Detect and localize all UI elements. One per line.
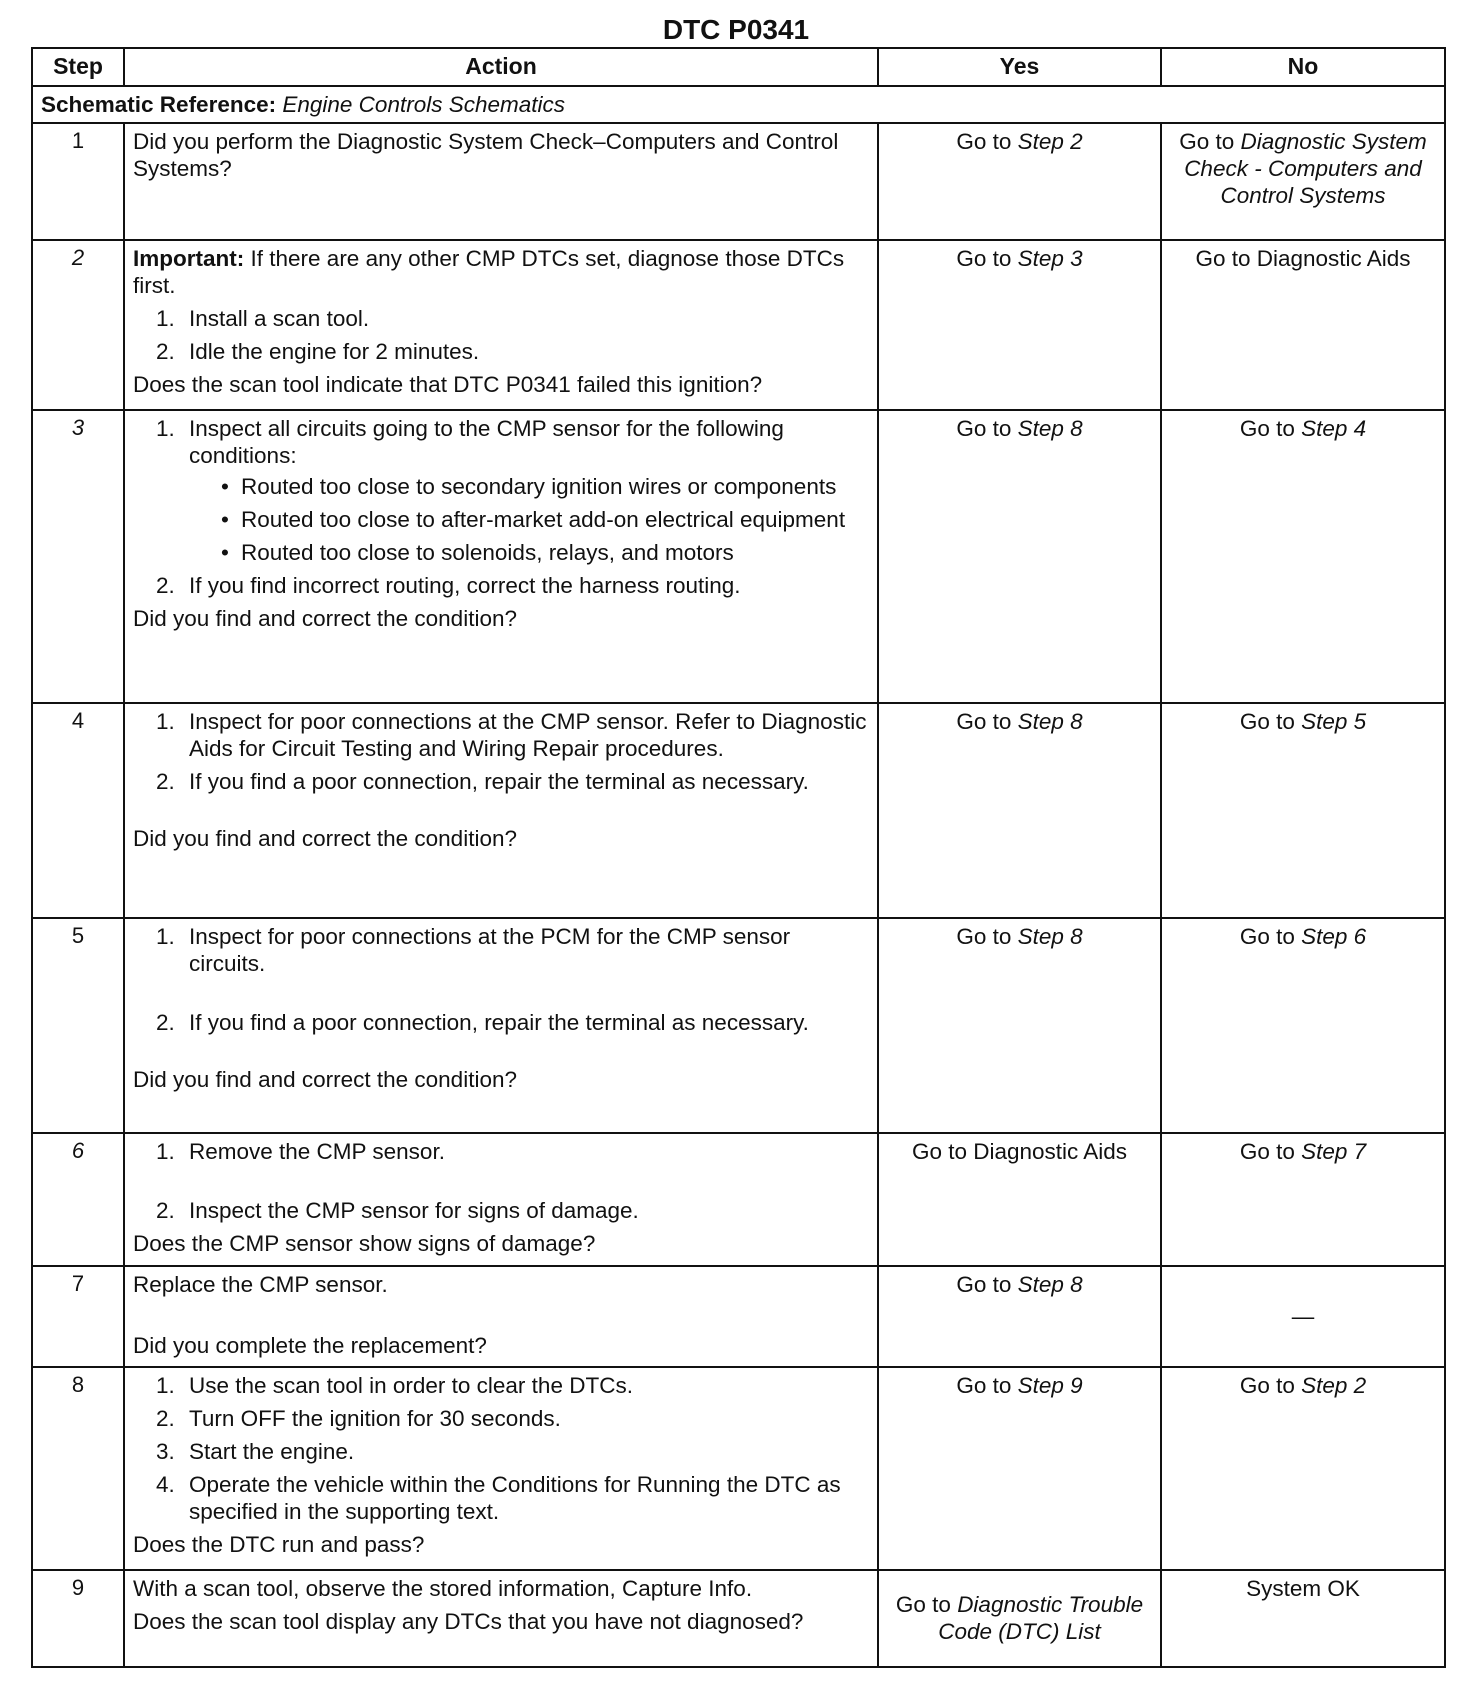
action-step: 2. If you find a poor connection, repair the terminal as necessary. [181,1009,869,1036]
action-question: Did you find and correct the condition? [133,825,517,851]
no-prefix: Go to [1239,708,1295,734]
yes-link[interactable]: Step 8 [1017,708,1083,734]
step-row-7 [32,1266,1445,1367]
yes-cell [878,1133,1161,1266]
step-row-8 [32,1367,1445,1570]
no-cell [1161,1266,1445,1367]
step-number: 2 [32,240,124,410]
no-link[interactable]: Step 4 [1301,415,1367,441]
action-question: Does the CMP sensor show signs of damage? [133,1230,596,1256]
action-step: 1. Remove the CMP sensor. [181,1138,869,1165]
action-question: Did you complete the replacement? [133,1332,487,1358]
header-row [32,48,1445,86]
action-step: 2. If you find a poor connection, repair the terminal as necessary. [181,768,869,795]
step-number: 3 [32,410,124,703]
action-text: Did you perform the Diagnostic System Check–Computers and Control Systems? [133,128,839,181]
spacer [133,801,869,823]
action-step: 4. Operate the vehicle within the Conditions for Running the DTC as specified in the supporting text. [181,1471,869,1525]
no-cell [1161,123,1445,240]
no-result: System OK [1246,1575,1360,1601]
action-step: 3. Start the engine. [181,1438,869,1465]
yes-cell [878,918,1161,1133]
no-cell [1161,1367,1445,1570]
yes-prefix: Go to [956,1271,1012,1297]
no-cell [1161,1570,1445,1667]
step-row-6 [32,1133,1445,1266]
step-row-1 [32,123,1445,240]
no-prefix: Go to [1179,128,1235,154]
no-cell [1161,410,1445,703]
no-link[interactable]: Step 5 [1301,708,1367,734]
page-title: DTC P0341 [662,14,810,45]
action-text: Replace the CMP sensor. [133,1271,388,1297]
yes-prefix: Go to [956,708,1012,734]
action-cell [124,1570,878,1667]
no-prefix: Go to [1239,1138,1295,1164]
action-step: 1. Use the scan tool in order to clear the DTCs. [181,1372,869,1399]
no-cell [1161,918,1445,1133]
action-steps [133,708,869,795]
no-link[interactable]: Step 7 [1301,1138,1367,1164]
no-link[interactable]: Step 2 [1301,1372,1367,1398]
spacer [133,1042,869,1064]
action-cell [124,703,878,918]
step-row-9 [32,1570,1445,1667]
condition-item: • Routed too close to after-market add-on electrical equipment [219,506,869,533]
action-step: 2. Idle the engine for 2 minutes. [181,338,869,365]
action-step: 2. Turn OFF the ignition for 30 seconds. [181,1405,869,1432]
step-row-2 [32,240,1445,410]
action-cell [124,918,878,1133]
step-number: 8 [32,1367,124,1570]
yes-link[interactable]: Step 8 [1017,923,1083,949]
important-label: Important: [133,245,245,271]
yes-link[interactable]: Step 2 [1017,128,1083,154]
yes-cell [878,1266,1161,1367]
action-step: 1. Inspect for poor connections at the CMP sensor. Refer to Diagnostic Aids for Circuit Testing and Wiring Repair procedures. [181,708,869,762]
action-step-text: Inspect all circuits going to the CMP sensor for the following conditions: [189,415,784,468]
no-cell [1161,703,1445,918]
step-row-3 [32,410,1445,703]
condition-item: • Routed too close to secondary ignition wires or components [219,473,869,500]
yes-cell [878,240,1161,410]
no-prefix: Go to [1239,415,1295,441]
no-prefix: Go to [1239,1372,1295,1398]
yes-prefix: Go to [956,245,1012,271]
spacer [133,1298,869,1330]
yes-prefix: Go to [895,1592,951,1618]
no-link[interactable]: Go to Diagnostic Aids [1195,245,1411,271]
action-question: Does the scan tool indicate that DTC P0341 failed this ignition? [133,371,763,397]
action-steps [133,1372,869,1525]
step-number: 6 [32,1133,124,1266]
dtc-table [31,47,1446,1668]
action-cell [124,410,878,703]
action-cell [124,1266,878,1367]
yes-cell [878,1570,1161,1667]
action-cell [124,240,878,410]
action-steps [133,415,869,599]
action-step: 2. If you find incorrect routing, correct the harness routing. [181,572,869,599]
yes-cell [878,703,1161,918]
step-number: 4 [32,703,124,918]
action-question: Does the scan tool display any DTCs that you have not diagnosed? [133,1608,804,1634]
condition-item: • Routed too close to solenoids, relays, and motors [219,539,869,566]
action-text: With a scan tool, observe the stored information, Capture Info. [133,1575,753,1601]
schematic-reference-row [32,86,1445,123]
no-cell [1161,1133,1445,1266]
step-row-5 [32,918,1445,1133]
yes-prefix: Go to [956,128,1012,154]
schematic-label: Schematic Reference: [41,91,277,117]
no-dash: — [1291,1303,1315,1329]
action-step: 2. Inspect the CMP sensor for signs of damage. [181,1197,869,1224]
yes-link[interactable]: Diagnostic Trouble Code (DTC) List [938,1592,1144,1645]
action-steps [133,305,869,365]
no-link[interactable]: Step 6 [1301,923,1367,949]
action-question: Did you find and correct the condition? [133,605,517,631]
yes-cell [878,1367,1161,1570]
yes-prefix: Go to [956,1372,1012,1398]
yes-link[interactable]: Step 9 [1017,1372,1083,1398]
yes-link[interactable]: Step 8 [1017,1271,1083,1297]
yes-link[interactable]: Step 3 [1017,245,1083,271]
action-question: Does the DTC run and pass? [133,1531,425,1557]
step-number: 1 [32,123,124,240]
step-number: 5 [32,918,124,1133]
action-step: 1. Install a scan tool. [181,305,869,332]
header-action: Action [124,48,878,86]
step-number: 7 [32,1266,124,1367]
action-cell [124,1367,878,1570]
action-question: Did you find and correct the condition? [133,1066,517,1092]
condition-list [189,473,869,566]
yes-cell [878,410,1161,703]
no-cell [1161,240,1445,410]
header-step: Step [32,48,124,86]
action-steps [133,1138,869,1224]
yes-link[interactable]: Step 8 [1017,415,1083,441]
yes-cell [878,123,1161,240]
action-cell [124,1133,878,1266]
yes-link[interactable]: Go to Diagnostic Aids [911,1138,1128,1164]
action-cell [124,123,878,240]
schematic-link[interactable]: Engine Controls Schematics [282,91,566,117]
important-note [133,245,869,299]
action-step: 1. Inspect for poor connections at the PCM for the CMP sensor circuits. [181,923,869,977]
header-yes: Yes [878,48,1161,86]
step-number: 9 [32,1570,124,1667]
step-row-4 [32,703,1445,918]
yes-prefix: Go to [956,415,1012,441]
no-prefix: Go to [1239,923,1295,949]
important-text: If there are any other CMP DTCs set, diagnose those DTCs first. [133,245,845,298]
action-step [181,415,869,566]
yes-prefix: Go to [956,923,1012,949]
header-no: No [1161,48,1445,86]
no-link[interactable]: Diagnostic System Check - Computers and Control Systems [1184,128,1427,208]
action-steps [133,923,869,1036]
